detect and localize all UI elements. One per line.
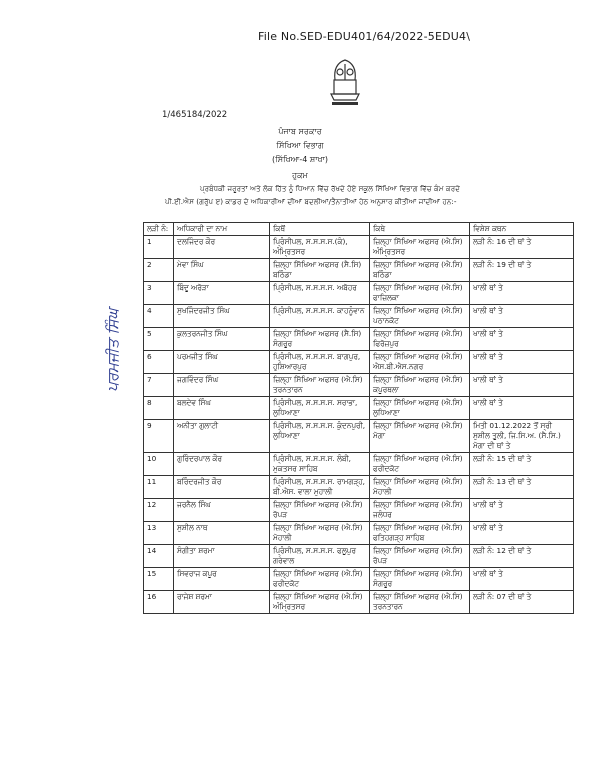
officer-name-cell: ਸੁਖਜਿੰਦਰਜੀਤ ਸਿੰਘ — [174, 305, 270, 328]
from-cell: ਪ੍ਰਿੰਸੀਪਲ, ਸ.ਸ.ਸ.ਸ.(ਕੰ), ਅੰਮ੍ਰਿਤਸਰ — [270, 236, 370, 259]
officer-name-cell: ਮੇਵਾ ਸਿੰਘ — [174, 259, 270, 282]
serial-no-cell: 12 — [144, 499, 174, 522]
from-cell: ਜ਼ਿਲ੍ਹਾ ਸਿੱਖਿਆ ਅਫਸਰ (ਐ.ਸਿ) ਫਰੀਦਕੋਟ — [270, 568, 370, 591]
table-row — [144, 522, 574, 545]
to-cell: ਜ਼ਿਲ੍ਹਾ ਸਿੱਖਿਆ ਅਫਸਰ (ਐ.ਸਿ) ਅੰਮ੍ਰਿਤਸਰ — [370, 236, 470, 259]
table-row — [144, 568, 574, 591]
header-serial-no: ਲੜੀ ਨੰ: — [144, 223, 174, 236]
from-cell: ਜ਼ਿਲ੍ਹਾ ਸਿੱਖਿਆ ਅਫਸਰ (ਐ.ਸਿ) ਰੋਪੜ — [270, 499, 370, 522]
remarks-cell: ਖਾਲੀ ਥਾਂ ਤੇ — [470, 499, 574, 522]
remarks-cell: ਖਾਲੀ ਥਾਂ ਤੇ — [470, 397, 574, 420]
officer-name-cell: ਬਲਦੇਵ ਸਿੰਘ — [174, 397, 270, 420]
to-cell: ਜ਼ਿਲ੍ਹਾ ਸਿੱਖਿਆ ਅਫਸਰ (ਐ.ਸਿ) ਐਸ.ਬੀ.ਐਸ.ਨਗਰ — [370, 351, 470, 374]
serial-no-cell: 9 — [144, 420, 174, 453]
office-line-department: ਸਿੱਖਿਆ ਵਿਭਾਗ — [276, 141, 324, 150]
serial-no-cell: 16 — [144, 591, 174, 614]
table-row — [144, 453, 574, 476]
serial-no-cell: 14 — [144, 545, 174, 568]
table-row — [144, 351, 574, 374]
remarks-cell: ਖਾਲੀ ਥਾਂ ਤੇ — [470, 328, 574, 351]
to-cell: ਜ਼ਿਲ੍ਹਾ ਸਿੱਖਿਆ ਅਫਸਰ (ਐ.ਸਿ) ਪਠਾਨਕੋਟ — [370, 305, 470, 328]
table-row — [144, 591, 574, 614]
serial-no-cell: 3 — [144, 282, 174, 305]
to-cell: ਜ਼ਿਲ੍ਹਾ ਸਿੱਖਿਆ ਅਫਸਰ (ਐ.ਸਿ) ਫਰੀਦਕੋਟ — [370, 453, 470, 476]
order-title: ਹੁਕਮ — [292, 171, 308, 180]
remarks-cell: ਲੜੀ ਨੰ: 13 ਦੀ ਥਾਂ ਤੇ — [470, 476, 574, 499]
officer-name-cell: ਅਨੀਤਾ ਗੁਲਾਟੀ — [174, 420, 270, 453]
from-cell: ਪ੍ਰਿੰਸੀਪਲ, ਸ.ਸ.ਸ.ਸ. ਸਰਾਭਾ, ਲੁਧਿਆਣਾ — [270, 397, 370, 420]
header-officer-name: ਅਧਿਕਾਰੀ ਦਾ ਨਾਮ — [174, 223, 270, 236]
from-cell: ਪ੍ਰਿੰਸੀਪਲ, ਸ.ਸ.ਸ.ਸ. ਕੁੰਦਨਪੁਰੀ, ਲੁਧਿਆਣਾ — [270, 420, 370, 453]
to-cell: ਜ਼ਿਲ੍ਹਾ ਸਿੱਖਿਆ ਅਫਸਰ (ਐ.ਸਿ) ਫਾਜ਼ਿਲਕਾ — [370, 282, 470, 305]
handwritten-signature: ਪਰਮਜੀਤ ਸਿੰਘ — [104, 308, 122, 392]
remarks-cell: ਖਾਲੀ ਥਾਂ ਤੇ — [470, 282, 574, 305]
officer-name-cell: ਬਿੰਦੂ ਅਰੋੜਾ — [174, 282, 270, 305]
from-cell: ਜ਼ਿਲ੍ਹਾ ਸਿੱਖਿਆ ਅਫਸਰ (ਐ.ਸਿ) ਅੰਮ੍ਰਿਤਸਰ — [270, 591, 370, 614]
intro-line-2: ਪੀ.ਈ.ਐਸ (ਗਰੁੱਪ ੲ) ਕਾਡਰ ਦੇ ਅਧਿਕਾਰੀਆਂ ਦੀਆਂ ਬਦਲੀਆਂ/ਤੈਨਾਤੀਆਂ ਹੇਠ ਅਨੁਸਾਰ ਕੀਤੀਆਂ ਜਾਂਦੀਆਂ ਹਨ:- — [165, 197, 457, 206]
serial-no-cell: 11 — [144, 476, 174, 499]
serial-no-cell: 6 — [144, 351, 174, 374]
remarks-cell: ਖਾਲੀ ਥਾਂ ਤੇ — [470, 522, 574, 545]
from-cell: ਜ਼ਿਲ੍ਹਾ ਸਿੱਖਿਆ ਅਫਸਰ (ਐ.ਸਿ) ਤਰਨਤਾਰਨ — [270, 374, 370, 397]
from-cell: ਪ੍ਰਿੰਸੀਪਲ, ਸ.ਸ.ਸ.ਸ. ਲੰਬੀ, ਮੁਕਤਸਰ ਸਾਹਿਬ — [270, 453, 370, 476]
from-cell: ਜ਼ਿਲ੍ਹਾ ਸਿੱਖਿਆ ਅਫਸਰ (ਸੈ.ਸਿ) ਬਠਿੰਡਾ — [270, 259, 370, 282]
file-number: File No.SED-EDU401/64/2022-5EDU4\ — [258, 30, 471, 43]
table-row — [144, 499, 574, 522]
to-cell: ਜ਼ਿਲ੍ਹਾ ਸਿੱਖਿਆ ਅਫਸਰ (ਐ.ਸਿ) ਰੋਪੜ — [370, 545, 470, 568]
from-cell: ਪ੍ਰਿੰਸੀਪਲ, ਸ.ਸ.ਸ.ਸ. ਰਾਮਗੜ੍ਹ, ਬੀ.ਐਸ. ਵਾਲਾ ਮੁਹਾਲੀ — [270, 476, 370, 499]
serial-no-cell: 1 — [144, 236, 174, 259]
serial-no-cell: 4 — [144, 305, 174, 328]
from-cell: ਪ੍ਰਿੰਸੀਪਲ, ਸ.ਸ.ਸ.ਸ. ਕਾਹਨੂੰਵਾਨ — [270, 305, 370, 328]
serial-no-cell: 10 — [144, 453, 174, 476]
remarks-cell: ਖਾਲੀ ਥਾਂ ਤੇ — [470, 351, 574, 374]
reference-number: 1/465184/2022 — [162, 110, 228, 120]
header-from: ਕਿਥੋਂ — [270, 223, 370, 236]
from-cell: ਪ੍ਰਿੰਸੀਪਲ, ਸ.ਸ.ਸ.ਸ. ਬਾਗਪੁਰ, ਹੁਸ਼ਿਆਰਪੁਰ — [270, 351, 370, 374]
officer-name-cell: ਦਲਜਿੰਦਰ ਕੌਰ — [174, 236, 270, 259]
serial-no-cell: 5 — [144, 328, 174, 351]
remarks-cell: ਖਾਲੀ ਥਾਂ ਤੇ — [470, 374, 574, 397]
table-row — [144, 420, 574, 453]
header-to: ਕਿਥੇ — [370, 223, 470, 236]
header-remarks: ਵਿਸ਼ੇਸ਼ ਕਥਨ — [470, 223, 574, 236]
table-header-row — [144, 223, 574, 236]
remarks-cell: ਖਾਲੀ ਥਾਂ ਤੇ — [470, 305, 574, 328]
to-cell: ਜ਼ਿਲ੍ਹਾ ਸਿੱਖਿਆ ਅਫਸਰ (ਐ.ਸਿ) ਫਿਰੋਜ਼ਪੁਰ — [370, 328, 470, 351]
table-row — [144, 476, 574, 499]
table-row — [144, 374, 574, 397]
serial-no-cell: 2 — [144, 259, 174, 282]
remarks-cell: ਮਿਤੀ 01.12.2022 ਤੋਂ ਸ੍ਰੀ ਸੁਸ਼ੀਲ ਤੂਲੀ, ਜਿ.ਸਿ.ਅ. (ਸੈ.ਸਿ.) ਮੋਗਾ ਦੀ ਥਾਂ ਤੇ — [470, 420, 574, 453]
remarks-cell: ਲੜੀ ਨੰ: 07 ਦੀ ਥਾਂ ਤੇ — [470, 591, 574, 614]
officer-name-cell: ਸੁਸ਼ੀਲ ਨਾਥ — [174, 522, 270, 545]
remarks-cell: ਲੜੀ ਨੰ: 16 ਦੀ ਥਾਂ ਤੇ — [470, 236, 574, 259]
to-cell: ਜ਼ਿਲ੍ਹਾ ਸਿੱਖਿਆ ਅਫਸਰ (ਐ.ਸਿ) ਮੋਗਾ — [370, 420, 470, 453]
officer-name-cell: ਜਰਨੈਲ ਸਿੰਘ — [174, 499, 270, 522]
to-cell: ਜ਼ਿਲ੍ਹਾ ਸਿੱਖਿਆ ਅਫਸਰ (ਐ.ਸਿ) ਜਲੰਧਰ — [370, 499, 470, 522]
table-row — [144, 259, 574, 282]
table-row — [144, 397, 574, 420]
officer-name-cell: ਰਾਜੇਸ਼ ਸ਼ਰਮਾ — [174, 591, 270, 614]
table-row — [144, 328, 574, 351]
transfer-orders-table — [143, 222, 574, 614]
to-cell: ਜ਼ਿਲ੍ਹਾ ਸਿੱਖਿਆ ਅਫਸਰ (ਐ.ਸਿ) ਲੁਧਿਆਣਾ — [370, 397, 470, 420]
from-cell: ਪ੍ਰਿੰਸੀਪਲ, ਸ.ਸ.ਸ.ਸ. ਫਲੂਪੁਰ ਗਰੇਵਾਲ — [270, 545, 370, 568]
office-line-government: ਪੰਜਾਬ ਸਰਕਾਰ — [278, 127, 322, 136]
officer-name-cell: ਸਿਵਰਾਜ ਕਪੂਰ — [174, 568, 270, 591]
table-row — [144, 236, 574, 259]
serial-no-cell: 13 — [144, 522, 174, 545]
from-cell: ਜ਼ਿਲ੍ਹਾ ਸਿੱਖਿਆ ਅਫਸਰ (ਸੈ.ਸਿ) ਸੰਗਰੂਰ — [270, 328, 370, 351]
office-line-branch: (ਸਿੱਖਿਆ-4 ਸ਼ਾਖਾ) — [272, 155, 328, 164]
to-cell: ਜ਼ਿਲ੍ਹਾ ਸਿੱਖਿਆ ਅਫਸਰ (ਐ.ਸਿ) ਮੋਹਾਲੀ — [370, 476, 470, 499]
officer-name-cell: ਜਗਵਿੰਦਰ ਸਿੰਘ — [174, 374, 270, 397]
officer-name-cell: ਸੰਗੀਤਾ ਸ਼ਰਮਾ — [174, 545, 270, 568]
table-row — [144, 305, 574, 328]
to-cell: ਜ਼ਿਲ੍ਹਾ ਸਿੱਖਿਆ ਅਫਸਰ (ਐ.ਸਿ) ਫਤਿਹਗੜ੍ਹ ਸਾਹਿਬ — [370, 522, 470, 545]
officer-name-cell: ਪਰਮਜੀਤ ਸਿੰਘ — [174, 351, 270, 374]
to-cell: ਜ਼ਿਲ੍ਹਾ ਸਿੱਖਿਆ ਅਫਸਰ (ਐ.ਸਿ) ਸੰਗਰੂਰ — [370, 568, 470, 591]
intro-line-1: ਪ੍ਰਬੰਧਕੀ ਜਰੂਰਤਾਂ ਅਤੇ ਲੋਕ ਹਿੱਤ ਨੂੰ ਧਿਆਨ ਵਿੱਚ ਰੱਖਦੇ ਹੋਏ ਸਕੂਲ ਸਿੱਖਿਆ ਵਿਭਾਗ ਵਿੱਚ ਕੰਮ ਕਰਦੇ — [200, 184, 461, 193]
to-cell: ਜ਼ਿਲ੍ਹਾ ਸਿੱਖਿਆ ਅਫਸਰ (ਐ.ਸਿ) ਬਠਿੰਡਾ — [370, 259, 470, 282]
state-emblem-icon — [323, 54, 367, 114]
to-cell: ਜ਼ਿਲ੍ਹਾ ਸਿੱਖਿਆ ਅਫਸਰ (ਐ.ਸਿ) ਕਪੂਰਥਲਾ — [370, 374, 470, 397]
serial-no-cell: 15 — [144, 568, 174, 591]
officer-name-cell: ਗੁਰਿੰਦਰਪਾਲ ਕੌਰ — [174, 453, 270, 476]
remarks-cell: ਖਾਲੀ ਥਾਂ ਤੇ — [470, 568, 574, 591]
officer-name-cell: ਕੁਲਤਰਨਜੀਤ ਸਿੰਘ — [174, 328, 270, 351]
remarks-cell: ਲੜੀ ਨੰ: 19 ਦੀ ਥਾਂ ਤੇ — [470, 259, 574, 282]
serial-no-cell: 7 — [144, 374, 174, 397]
from-cell: ਪ੍ਰਿੰਸੀਪਲ, ਸ.ਸ.ਸ.ਸ. ਅਬੋਹਰ — [270, 282, 370, 305]
from-cell: ਜ਼ਿਲ੍ਹਾ ਸਿੱਖਿਆ ਅਫਸਰ (ਐ.ਸਿ) ਮੋਹਾਲੀ — [270, 522, 370, 545]
to-cell: ਜ਼ਿਲ੍ਹਾ ਸਿੱਖਿਆ ਅਫਸਰ (ਐ.ਸਿ) ਤਰਨਤਾਰਨ — [370, 591, 470, 614]
officer-name-cell: ਬਰਿੰਦਰਜੀਤ ਕੌਰ — [174, 476, 270, 499]
remarks-cell: ਲੜੀ ਨੰ: 15 ਦੀ ਥਾਂ ਤੇ — [470, 453, 574, 476]
remarks-cell: ਲੜੀ ਨੰ: 12 ਦੀ ਥਾਂ ਤੇ — [470, 545, 574, 568]
table-row — [144, 545, 574, 568]
table-row — [144, 282, 574, 305]
serial-no-cell: 8 — [144, 397, 174, 420]
